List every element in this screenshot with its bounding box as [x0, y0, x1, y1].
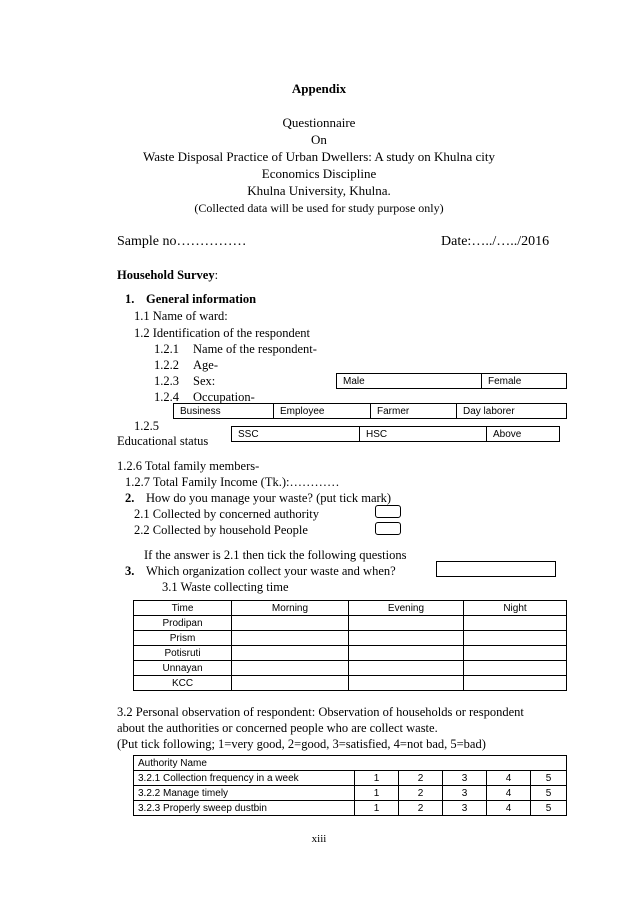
ward-name: 1.1 Name of ward:	[134, 309, 228, 323]
respondent-id-heading: 1.2 Identification of the respondent	[134, 326, 310, 340]
rating-scale-note: (Put tick following; 1=very good, 2=good, 3=satisfied, 4=not bad, 5=bad)	[117, 737, 486, 751]
score-option[interactable]: 2	[399, 801, 443, 816]
table-row	[134, 676, 567, 691]
education-ssc[interactable]: SSC	[232, 427, 360, 441]
option-2-1-label: 2.1 Collected by concerned authority	[134, 507, 320, 521]
table-header-row	[134, 601, 567, 616]
appendix-title: Appendix	[291, 81, 347, 96]
header-evening: Evening	[349, 601, 464, 616]
family-income: 1.2.7 Total Family Income (Tk.):…………	[125, 475, 340, 489]
occupation-business[interactable]: Business	[174, 404, 274, 418]
score-option[interactable]: 4	[487, 801, 531, 816]
respondent-age: Age-	[193, 358, 218, 372]
score-option[interactable]: 5	[531, 801, 567, 816]
sex-options	[336, 373, 567, 389]
header-night: Night	[464, 601, 567, 616]
table-row	[134, 661, 567, 676]
table-row	[134, 771, 567, 786]
observation-line-2: about the authorities or concerned people who are collect waste.	[117, 721, 438, 735]
cell-night[interactable]	[464, 676, 567, 691]
criterion-label: 3.2.3 Properly sweep dustbin	[134, 801, 355, 816]
table-row	[134, 646, 567, 661]
respondent-occupation: Occupation-	[193, 390, 255, 404]
cell-evening[interactable]	[349, 616, 464, 631]
score-option[interactable]: 1	[355, 801, 399, 816]
purpose-note: (Collected data will be used for study purpose only)	[194, 201, 444, 215]
option-2-2-label: 2.2 Collected by household People	[134, 523, 308, 537]
sex-option-male[interactable]: Male	[337, 374, 482, 388]
section-2-title: How do you manage your waste? (put tick mark)	[146, 491, 392, 505]
item-1-2-3-number: 1.2.3	[154, 374, 179, 388]
conditional-instruction: If the answer is 2.1 then tick the following questions	[144, 548, 407, 562]
score-option[interactable]: 3	[443, 801, 487, 816]
header-time: Time	[134, 601, 232, 616]
score-option[interactable]: 4	[487, 771, 531, 786]
org-prodipan: Prodipan	[134, 616, 232, 631]
education-hsc[interactable]: HSC	[360, 427, 487, 441]
cell-night[interactable]	[464, 661, 567, 676]
table-row	[134, 786, 567, 801]
questionnaire-label: Questionnaire	[282, 115, 356, 130]
item-1-2-5-number: 1.2.5	[134, 419, 159, 433]
cell-night[interactable]	[464, 631, 567, 646]
section-1-title: General information	[146, 292, 257, 306]
date-field: Date:…../…../2016	[441, 234, 550, 249]
table-row	[134, 631, 567, 646]
score-option[interactable]: 3	[443, 786, 487, 801]
score-option[interactable]: 5	[531, 786, 567, 801]
org-prism: Prism	[134, 631, 232, 646]
score-option[interactable]: 1	[355, 771, 399, 786]
page-number: xiii	[311, 833, 327, 845]
score-option[interactable]: 4	[487, 786, 531, 801]
occupation-farmer[interactable]: Farmer	[371, 404, 457, 418]
section-3-title: Which organization collect your waste and when?	[146, 564, 396, 578]
item-1-2-1-number: 1.2.1	[154, 342, 179, 356]
cell-night[interactable]	[464, 616, 567, 631]
table-row	[134, 616, 567, 631]
section-1-number: 1.	[125, 292, 135, 306]
educational-status-label: Educational status	[117, 434, 209, 448]
respondent-name: Name of the respondent-	[193, 342, 317, 356]
item-1-2-4-number: 1.2.4	[154, 390, 179, 404]
occupation-day-laborer[interactable]: Day laborer	[463, 406, 515, 417]
observation-line-1: 3.2 Personal observation of respondent: Observation of households or respondent	[117, 705, 524, 719]
family-members: 1.2.6 Total family members-	[117, 459, 260, 473]
sex-option-female[interactable]: Female	[488, 376, 522, 387]
section-3-number: 3.	[125, 564, 135, 578]
cell-evening[interactable]	[349, 646, 464, 661]
score-option[interactable]: 1	[355, 786, 399, 801]
collecting-time-label: 3.1 Waste collecting time	[162, 580, 289, 594]
collection-time-table	[133, 600, 567, 691]
organization-answer-box[interactable]	[436, 561, 556, 577]
cell-evening[interactable]	[349, 631, 464, 646]
study-title: Waste Disposal Practice of Urban Dwellers: A study on Khulna city	[142, 149, 496, 164]
score-option[interactable]: 2	[399, 786, 443, 801]
cell-evening[interactable]	[349, 661, 464, 676]
respondent-sex: Sex:	[193, 374, 216, 388]
org-kcc: KCC	[134, 676, 232, 691]
education-above[interactable]: Above	[493, 429, 522, 440]
sample-no: Sample no……………	[117, 234, 247, 249]
section-2-number: 2.	[125, 491, 135, 505]
option-2-1-checkbox[interactable]	[375, 505, 401, 518]
authority-name-header: Authority Name	[134, 756, 567, 771]
option-2-2-checkbox[interactable]	[375, 522, 401, 535]
cell-morning[interactable]	[232, 661, 349, 676]
header-morning: Morning	[232, 601, 349, 616]
discipline: Economics Discipline	[261, 166, 377, 181]
score-option[interactable]: 5	[531, 771, 567, 786]
table-row	[134, 801, 567, 816]
table-header-row	[134, 756, 567, 771]
cell-evening[interactable]	[349, 676, 464, 691]
university: Khulna University, Khulna.	[247, 183, 391, 198]
occupation-options	[173, 403, 567, 419]
household-survey-heading: Household Survey:	[117, 268, 219, 282]
org-unnayan: Unnayan	[134, 661, 232, 676]
item-1-2-2-number: 1.2.2	[154, 358, 179, 372]
education-options	[231, 426, 560, 442]
cell-morning[interactable]	[232, 616, 349, 631]
occupation-employee[interactable]: Employee	[274, 404, 371, 418]
score-option[interactable]: 2	[399, 771, 443, 786]
authority-rating-table	[133, 755, 567, 816]
score-option[interactable]: 3	[443, 771, 487, 786]
criterion-label: 3.2.1 Collection frequency in a week	[134, 771, 355, 786]
on-label: On	[311, 132, 327, 147]
org-potisruti: Potisruti	[134, 646, 232, 661]
cell-morning[interactable]	[232, 646, 349, 661]
cell-morning[interactable]	[232, 676, 349, 691]
cell-night[interactable]	[464, 646, 567, 661]
criterion-label: 3.2.2 Manage timely	[134, 786, 355, 801]
cell-morning[interactable]	[232, 631, 349, 646]
